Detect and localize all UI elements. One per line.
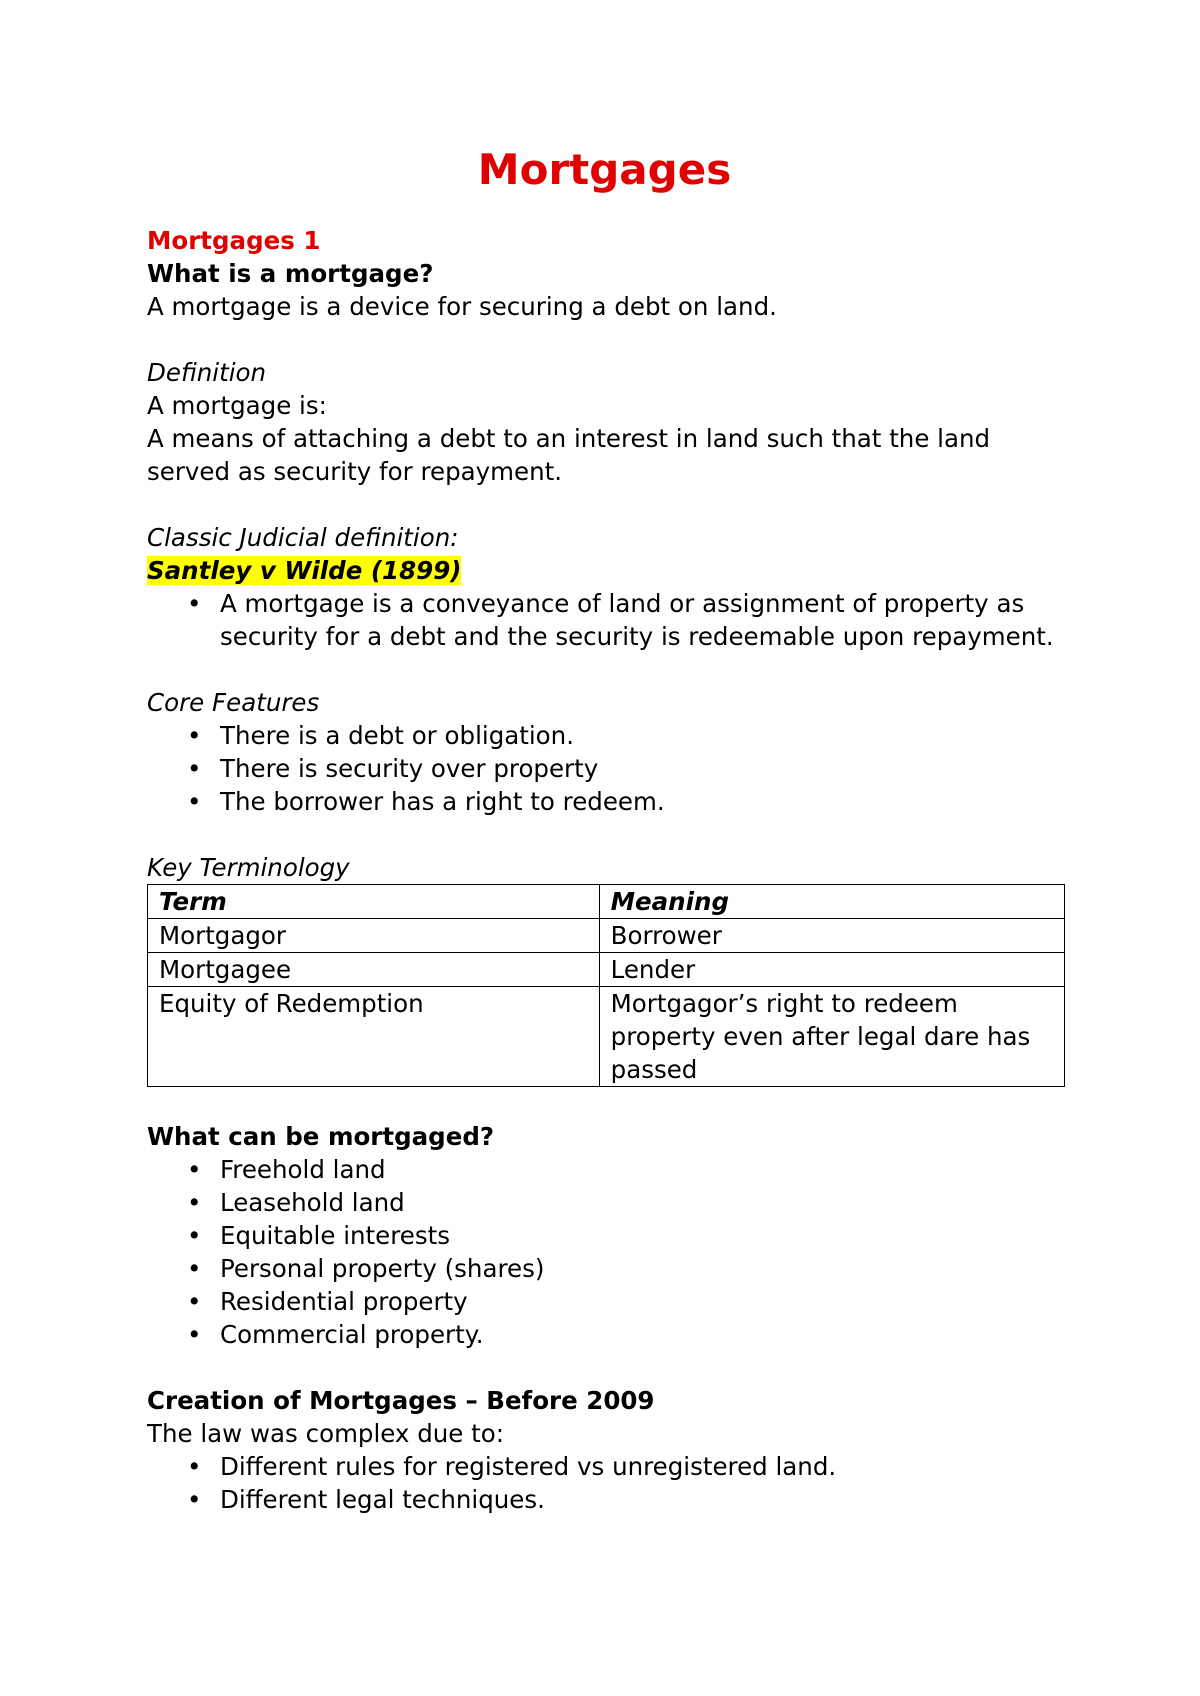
creation-heading: Creation of Mortgages – Before 2009 bbox=[147, 1386, 655, 1415]
answer-text: A mortgage is a device for securing a debt on land. bbox=[147, 292, 777, 321]
list-item: • There is security over property bbox=[187, 752, 1062, 785]
table-row bbox=[148, 953, 1065, 987]
question-what-is-mortgage: What is a mortgage? bbox=[147, 259, 434, 288]
case-name-highlight: Santley v Wilde (1899) bbox=[147, 556, 462, 585]
document-title: Mortgages bbox=[477, 145, 732, 194]
definition-intro: A mortgage is: bbox=[147, 391, 327, 420]
list-item: • Commercial property. bbox=[187, 1318, 1062, 1351]
spacer bbox=[147, 323, 1062, 356]
what-can-be-mortgaged-heading: What can be mortgaged? bbox=[147, 1122, 495, 1151]
core-features-label: Core Features bbox=[147, 688, 320, 717]
table-row bbox=[148, 919, 1065, 953]
spacer bbox=[147, 653, 1062, 686]
judicial-definition-label: Classic Judicial definition: bbox=[147, 523, 459, 552]
key-terminology-label: Key Terminology bbox=[147, 853, 350, 882]
list-item: • Freehold land bbox=[187, 1153, 1062, 1186]
table-cell: Mortgagor’s right to redeem property even after legal dare has passed bbox=[599, 987, 1064, 1087]
section-heading-mortgages-1: Mortgages 1 bbox=[147, 226, 321, 255]
definition-label: Definition bbox=[147, 358, 267, 387]
judicial-bullet-list bbox=[147, 587, 1062, 653]
column-header-term: Term bbox=[148, 885, 600, 919]
table-cell: Lender bbox=[599, 953, 1064, 987]
table-header-row bbox=[148, 885, 1065, 919]
list-item: • Different rules for registered vs unregistered land. bbox=[187, 1450, 1062, 1483]
spacer bbox=[147, 818, 1062, 851]
table-cell: Mortgagor bbox=[148, 919, 600, 953]
table-row bbox=[148, 987, 1065, 1087]
core-features-list bbox=[147, 719, 1062, 818]
table-cell: Equity of Redemption bbox=[148, 987, 600, 1087]
spacer bbox=[147, 1087, 1062, 1120]
definition-text: A means of attaching a debt to an interest in land such that the land served as security for repayment. bbox=[147, 424, 991, 486]
spacer bbox=[147, 1351, 1062, 1384]
creation-reasons-list bbox=[147, 1450, 1062, 1516]
creation-intro: The law was complex due to: bbox=[147, 1419, 505, 1448]
list-item: • Equitable interests bbox=[187, 1219, 1062, 1252]
table-cell: Borrower bbox=[599, 919, 1064, 953]
mortgageable-items-list bbox=[147, 1153, 1062, 1351]
terminology-table bbox=[147, 884, 1065, 1087]
column-header-meaning: Meaning bbox=[599, 885, 1064, 919]
list-item: • Personal property (shares) bbox=[187, 1252, 1062, 1285]
list-item: • Residential property bbox=[187, 1285, 1062, 1318]
table-cell: Mortgagee bbox=[148, 953, 600, 987]
spacer bbox=[147, 488, 1062, 521]
list-item: • The borrower has a right to redeem. bbox=[187, 785, 1062, 818]
list-item: • A mortgage is a conveyance of land or assignment of property as security for a debt and the security is redeemable upon repayment. bbox=[187, 587, 1062, 653]
list-item: • There is a debt or obligation. bbox=[187, 719, 1062, 752]
list-item: • Different legal techniques. bbox=[187, 1483, 1062, 1516]
list-item: • Leasehold land bbox=[187, 1186, 1062, 1219]
